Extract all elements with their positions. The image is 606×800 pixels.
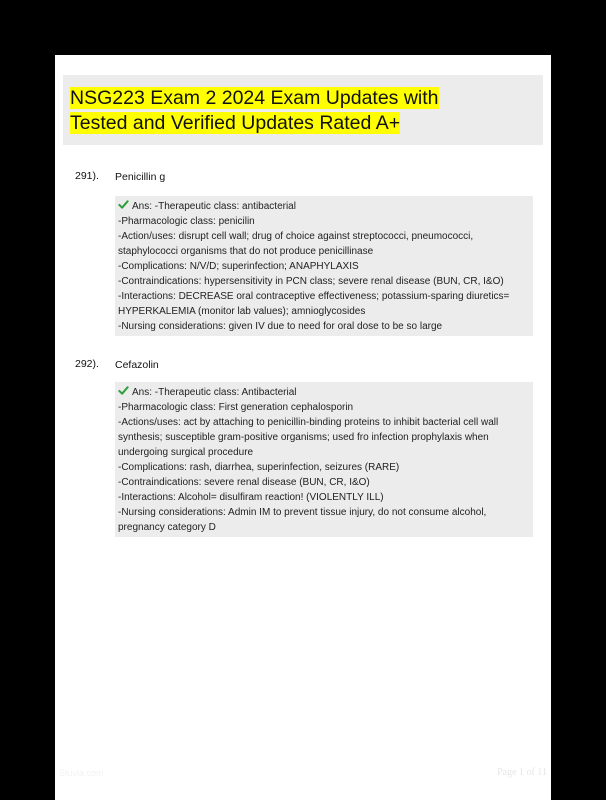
check-icon (118, 199, 129, 210)
answer-line: Ans: -Therapeutic class: Antibacterial (118, 385, 530, 400)
answer-line: undergoing surgical procedure (118, 447, 254, 458)
title-line-2: Tested and Verified Updates Rated A+ (70, 112, 401, 134)
title-box (63, 75, 543, 145)
answer-box (115, 196, 533, 336)
answer-box (115, 382, 533, 537)
answer-line: synthesis; susceptible gram-positive organisms; used fro infection prophylaxis when (118, 432, 489, 443)
footer-watermark: Stuvia.com (59, 768, 104, 778)
question-number: 291). (75, 170, 99, 182)
answer-line: pregnancy category D (118, 522, 216, 533)
answer-line: -Contraindications: hypersensitivity in PCN class; severe renal disease (BUN, CR, I&O) (118, 276, 504, 287)
answer-line: -Complications: rash, diarrhea, superinfection, seizures (RARE) (118, 462, 400, 473)
answer-line: -Complications: N/V/D; superinfection; ANAPHYLAXIS (118, 261, 359, 272)
answer-line: -Interactions: Alcohol= disulfiram reaction! (VIOLENTLY ILL) (118, 492, 384, 503)
answer-line: -Action/uses: disrupt cell wall; drug of choice against streptococci, pneumococci, (118, 231, 474, 242)
page-title (70, 86, 439, 136)
question-text: Cefazolin (115, 359, 159, 371)
answer-line: -Nursing considerations: given IV due to need for oral dose to be so large (118, 321, 443, 332)
check-icon (118, 385, 129, 396)
answer-line: -Nursing considerations: Admin IM to prevent tissue injury, do not consume alcohol, (118, 507, 487, 518)
question-number: 292). (75, 358, 99, 370)
answer-line: -Interactions: DECREASE oral contraceptive effectiveness; potassium-sparing diuretics= (118, 291, 510, 302)
answer-line: -Pharmacologic class: First generation cephalosporin (118, 402, 354, 413)
answer-line: -Pharmacologic class: penicilin (118, 216, 255, 227)
question-text: Penicillin g (115, 171, 166, 183)
page-number: Page 1 of 11 (497, 767, 547, 778)
answer-line: -Contraindications: severe renal disease (BUN, CR, I&O) (118, 477, 370, 488)
document-page (55, 55, 551, 800)
answer-line: staphylococci organisms that do not produce penicillinase (118, 246, 374, 257)
answer-line: HYPERKALEMIA (monitor lab values); amnioglycosides (118, 306, 366, 317)
answer-line: Ans: -Therapeutic class: antibacterial (118, 199, 530, 214)
answer-line: -Actions/uses: act by attaching to penicillin-binding proteins to inhibit bacterial cell wall (118, 417, 499, 428)
title-line-1: NSG223 Exam 2 2024 Exam Updates with (70, 87, 439, 109)
